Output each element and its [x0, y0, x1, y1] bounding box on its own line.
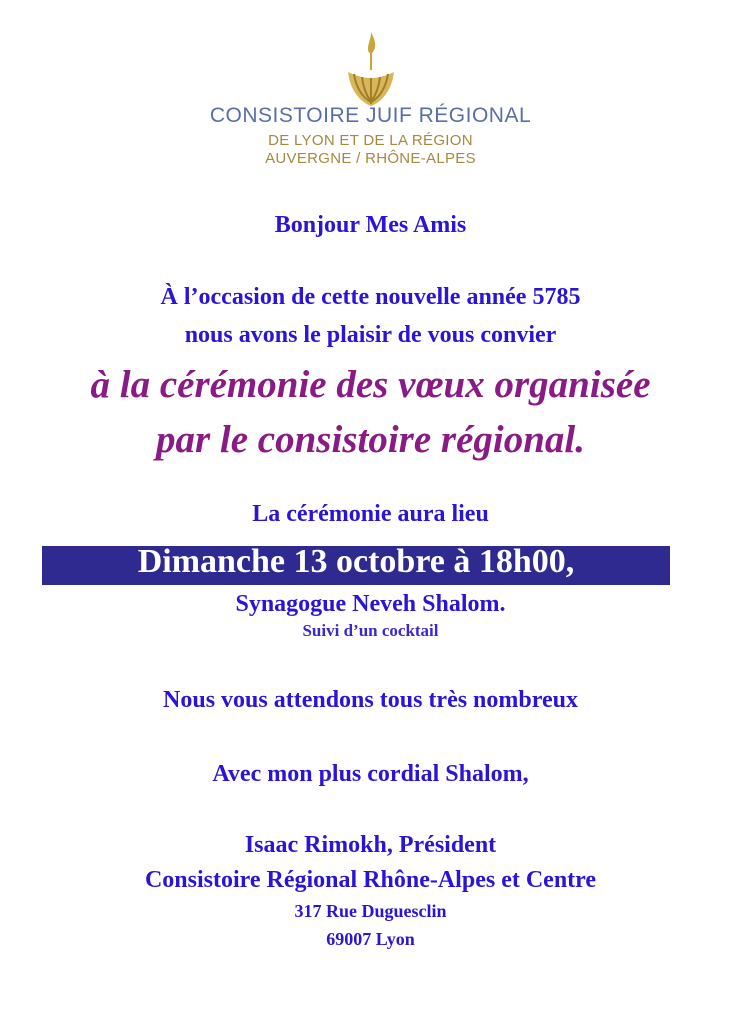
ceremony-date-time: Dimanche 13 octobre à 18h00,	[137, 543, 575, 580]
closing-line: Avec mon plus cordial Shalom,	[212, 761, 529, 787]
signature-organization: Consistoire Régional Rhône-Alpes et Centre	[144, 867, 597, 893]
ceremony-intro: La cérémonie aura lieu	[252, 501, 489, 527]
followed-by: Suivi d’un cocktail	[302, 621, 439, 640]
organization-name: CONSISTOIRE JUIF RÉGIONAL	[209, 104, 532, 127]
venue: Synagogue Neveh Shalom.	[235, 591, 506, 617]
organization-subtitle-line2: AUVERGNE / RHÔNE-ALPES	[265, 150, 476, 167]
organization-subtitle-line1: DE LYON ET DE LA RÉGION	[268, 132, 473, 149]
address-city: 69007 Lyon	[326, 929, 415, 949]
headline-line-2: par le consistoire régional.	[155, 418, 586, 461]
signature-name: Isaac Rimokh, Président	[244, 832, 497, 858]
greeting: Bonjour Mes Amis	[274, 212, 467, 238]
intro-line-2: nous avons le plaisir de vous convier	[184, 322, 557, 348]
menorah-flame-icon	[340, 30, 402, 110]
expectation-line: Nous vous attendons tous très nombreux	[163, 687, 578, 713]
headline-line-1: à la cérémonie des vœux organisée	[90, 363, 651, 406]
address-street: 317 Rue Duguesclin	[294, 901, 447, 921]
intro-line-1: À l’occasion de cette nouvelle année 5785	[160, 284, 581, 310]
